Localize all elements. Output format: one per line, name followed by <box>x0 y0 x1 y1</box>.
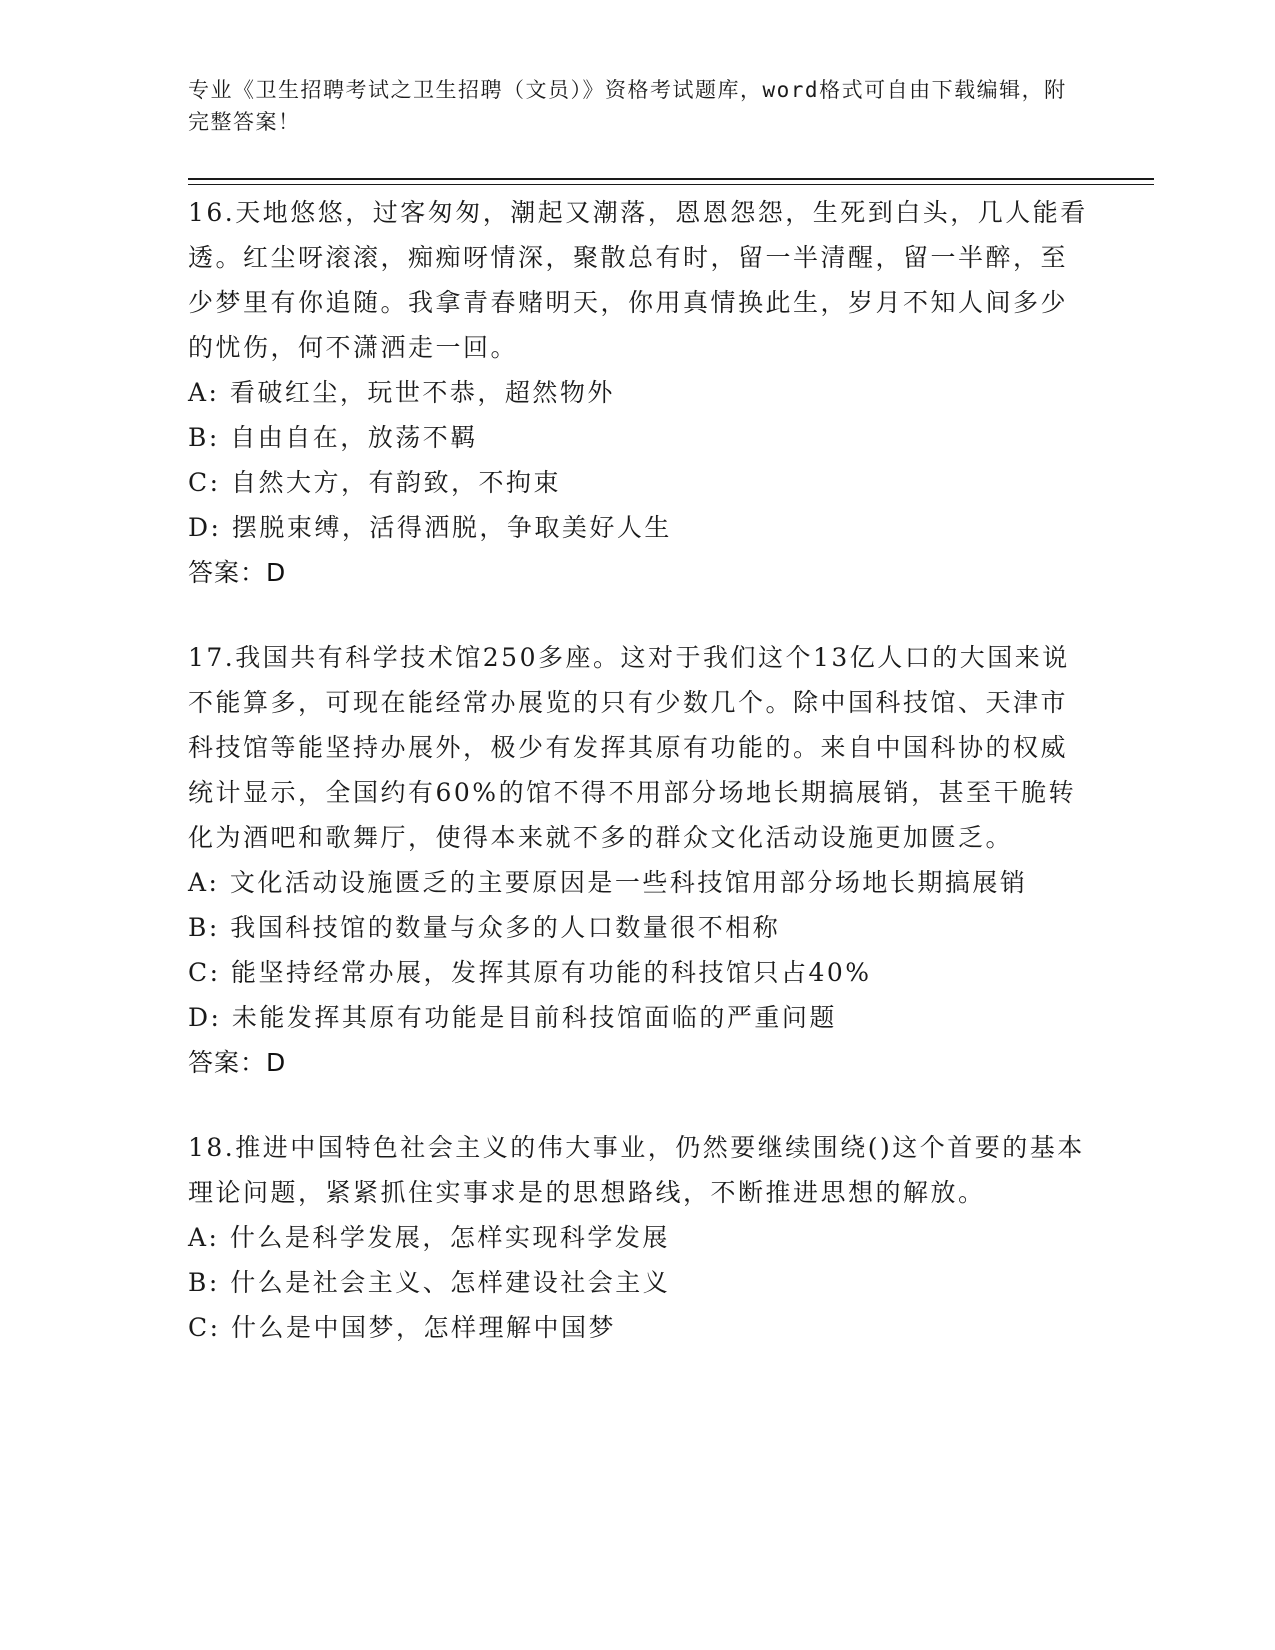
question-stem: 16.天地悠悠，过客匆匆，潮起又潮落，恩恩怨怨，生死到白头，几人能看透。红尘呀滚滚，痴痴呀情深，聚散总有时，留一半清醒，留一半醉，至少梦里有你追随。我拿青春赌明天，你用真情换此生，岁月不知人间多少的忧伤，何不潇洒走一回。 <box>188 198 1088 362</box>
header-divider-thin <box>188 184 1154 185</box>
option-c: C: 能坚持经常办展，发挥其原有功能的科技馆只占40% <box>188 958 872 987</box>
option-b: B: 什么是社会主义、怎样建设社会主义 <box>188 1268 671 1297</box>
question-16 <box>188 190 1088 595</box>
answer-label: 答案：D <box>188 558 287 587</box>
option-d: D: 未能发挥其原有功能是目前科技馆面临的严重问题 <box>188 1003 837 1032</box>
option-b: B: 自由自在，放荡不羁 <box>188 423 478 452</box>
option-c: C: 自然大方，有韵致，不拘束 <box>188 468 561 497</box>
header-divider-thick <box>188 178 1154 180</box>
question-stem: 17.我国共有科学技术馆250多座。这对于我们这个13亿人口的大国来说不能算多，可现在能经常办展览的只有少数几个。除中国科技馆、天津市科技馆等能坚持办展外，极少有发挥其原有功能的。来自中国科协的权威统计显示，全国约有60%的馆不得不用部分场地长期搞展销，甚至干脆转化为酒吧和歌舞厅，使得本来就不多的群众文化活动设施更加匮乏。 <box>188 643 1077 852</box>
option-a: A: 文化活动设施匮乏的主要原因是一些科技馆用部分场地长期搞展销 <box>188 868 1028 897</box>
question-list <box>188 190 1088 1390</box>
question-stem: 18.推进中国特色社会主义的伟大事业，仍然要继续围绕()这个首要的基本理论问题，紧紧抓住实事求是的思想路线，不断推进思想的解放。 <box>188 1133 1085 1207</box>
option-a: A: 看破红尘，玩世不恭，超然物外 <box>188 378 615 407</box>
question-17 <box>188 635 1088 1085</box>
header-note: 专业《卫生招聘考试之卫生招聘（文员）》资格考试题库，word格式可自由下载编辑，附完整答案！ <box>188 78 1067 134</box>
answer-label: 答案：D <box>188 1048 287 1077</box>
option-b: B: 我国科技馆的数量与众多的人口数量很不相称 <box>188 913 781 942</box>
option-a: A: 什么是科学发展，怎样实现科学发展 <box>188 1223 670 1252</box>
question-18 <box>188 1125 1088 1350</box>
option-d: D: 摆脱束缚，活得洒脱，争取美好人生 <box>188 513 672 542</box>
option-c: C: 什么是中国梦，怎样理解中国梦 <box>188 1313 616 1342</box>
